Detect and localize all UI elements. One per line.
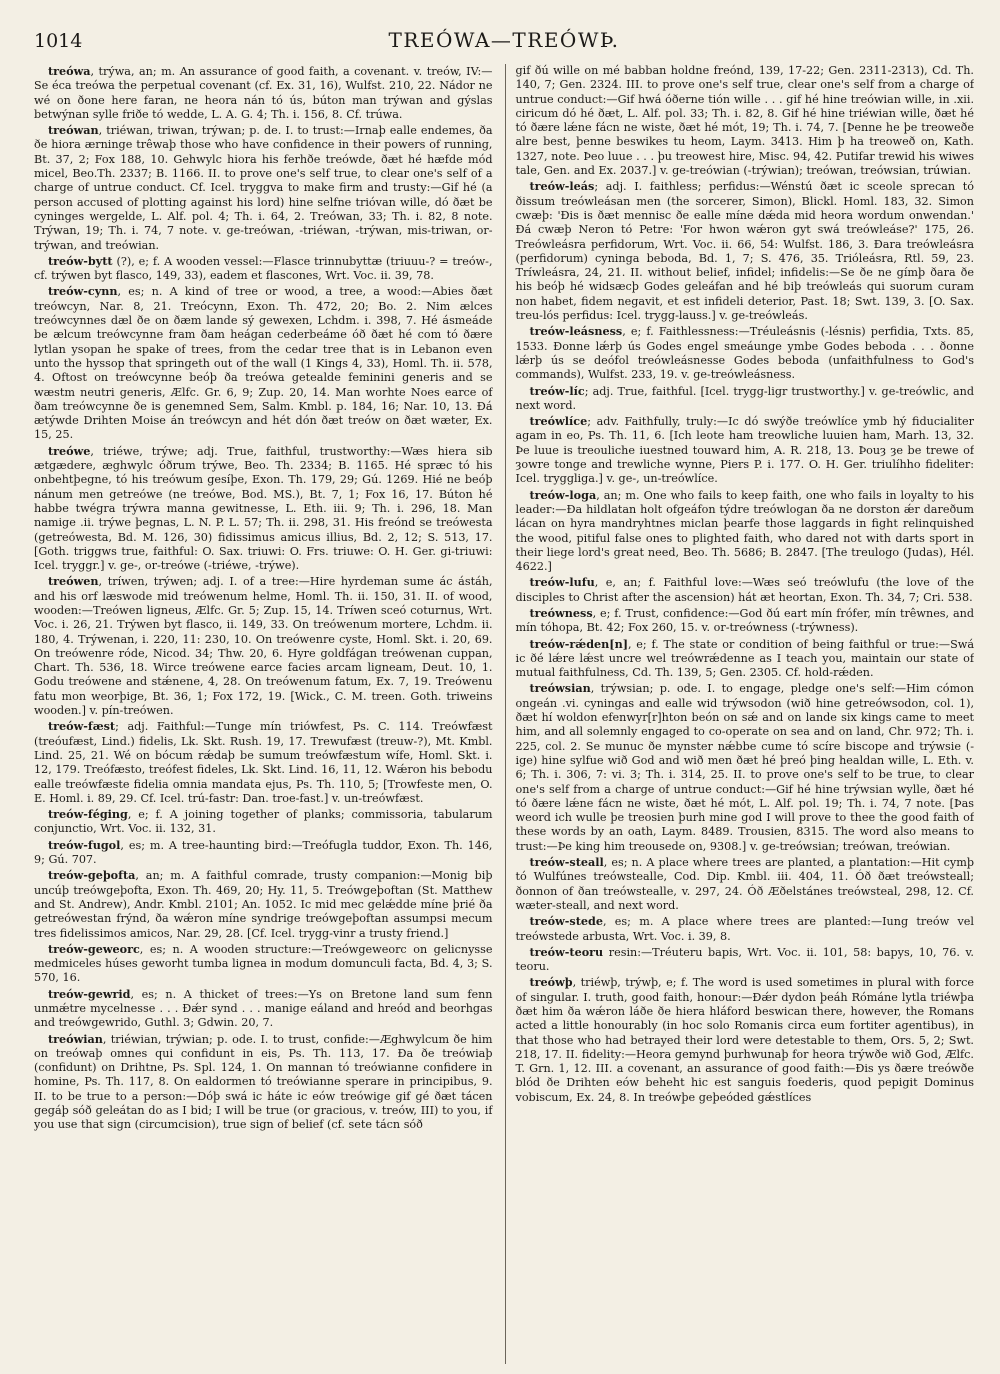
entry-headword: treów-leásness (529, 324, 623, 339)
dictionary-entry (34, 807, 493, 837)
entry-text: (?), e; f. A wooden vessel:—Flasce trinnubyttæ (triuuu-? = treów-, cf. trýwen byt flasco, 149, 33), eadem et flascones, Wrt. Voc. ii. 39, 78. (34, 254, 493, 283)
entry-text: , e, an; f. Faithful love:—Wæs seó treówlufu (the love of the disciples to Christ after the ascension) hát æt heortan, Exon. Th. 34, 7; Cri. 538. (515, 576, 974, 604)
dictionary-entry (516, 606, 975, 636)
entry-text: ; adj. Faithful:—Tunge mín triówfest, Ps. C. 114. Treówfæst (treóufæst, Lind.) fidelis, Lk. Skt. Rush. 19, 17. Trewufæst (treuw-?), Mt. Kmbl. Lind. 25, 21. Wé on bócum rǽdaþ be sumum treówfæstum wífe, Homl. Skt. i. 12, 179. Treófæsto, treófest fideles, Lk. Skt. Lind. 16, 11, 12. Wǽron his bebodu ealle treówfæste fidelia omnia mandata ejus, Ps. Th. 110, 5; [Trowfeste men, O. E. Homl. i. 89, 29. Cf. Icel. trú-fastr: Dan. troe-fast.] v. un-treówfæst. (34, 720, 493, 805)
entry-text: , triéwe, trýwe; adj. True, faithful, trustworthy:—Wæs hiera sib ætgædere, æghwylc óðrum trýwe, Beo. Th. 2334; B. 1165. Hé spræc tó his onbehtþegne, tó his treówum gesíþe, Exon. Th. 179, 29; Gú. 1269. Hié ne beóþ nánum men getreówe (ne treówe, Bod. MS.), Bt. 7, 1; Fox 16, 17. Búton hé habbe twégra trýwra manna gewitnesse, L. Eth. iii. 9; Th. i. 296, 18. Man namige .ii. trýwe þegnas, L. N. P. L. 57; Th. ii. 298, 31. His freónd se treówesta (getreówesta, Bd. M. 126, 30) fidissimus amicus illius, Bd. 2, 12; S. 513, 17. [Goth. triggws true, faithful: O. Sax. triuwi: O. Frs. triuwe: O. H. Ger. gi-triuwi: Icel. tryggr.] v. ge-, or-treówe (-triéwe, -trýwe). (34, 444, 493, 573)
entry-text: resin:—Tréuteru bapis, Wrt. Voc. ii. 101, 58: bapys, 10, 76. v. teoru. (515, 945, 974, 974)
dictionary-entry (34, 574, 493, 718)
entry-text: , e; f. The state or condition of being faithful or true:—Swá ic ðé lǽre lǽst uncre wel treówrǽdenne as I teach you, maintain our state of mutual faithfulness, Cd. Th. 139, 5; Gen. 2305. Cf. hold-rǽden. (515, 637, 974, 680)
dictionary-entry (516, 575, 975, 605)
entry-headword: treów-lufu (529, 575, 595, 590)
dictionary-entry (516, 855, 975, 913)
dictionary-entry (516, 64, 975, 178)
entry-headword: treów-geweorc (48, 941, 140, 956)
dictionary-entry (516, 324, 975, 382)
dictionary-entry (34, 868, 493, 940)
entry-text: , triéwan, triwan, trýwan; p. de. I. to trust:—Irnaþ ealle endemes, ða ðe hiora ærninge trêwaþ those who have confidence in their powers of running, Bt. 37, 2; Fox 188, 10. Gehwylc hiora his ferhðe treówde, ðæt hé hæfde mód micel, Beo.Th. 2337; B. 1166. II. to prove one's self true, to clear one's self of a charge of untrue conduct. Cf. Icel. tryggva to make firm and trusty:—Gif hé (a person accused of plotting against his lord) hine selfne trióvan wille, dó ðæt be cyninges wergelde, L. Alf. pol. 4; Th. i. 64, 2. Treówan, 33; Th. i. 82, 8 note. Trýwan, 19; Th. i. 74, 7 note. v. ge-treówan, -triéwan, -trýwan, mis-triwan, or-trýwan, and treówian. (34, 124, 493, 252)
entry-text: , es; m. A tree-haunting bird:—Treófugla tuddor, Exon. Th. 146, 9; Gú. 707. (34, 838, 493, 867)
dictionary-entry (516, 681, 975, 854)
entry-text: , triéwþ, trýwþ, e; f. The word is used sometimes in plural with force of singular. I. truth, good faith, honour:—Ðǽr dydon þeáh Rómáne lytla triéwþa ðæt him ða wǽron láðe ðe hiera hláford beswican there, however, the Romans acted a little honourably (in hoc solo Romanis circa eum fortiter agentibus), in that those who had betrayed their lord were detestable to them, Ors. 5, 2; Swt. 218, 17. II. fidelity:—Heora gemynd þurhwunaþ for heora trýwðe wið God, Ælfc. T. Grn. 1, 12. III. a covenant, an assurance of good faith:—Ðis ys ðære treówðe blód ðe Drihten eów beheht hic est sanguis foederis, quod pepigit Dominus vobiscum, Ex. 24, 8. In treówþe geþeóded gǽstlíces (515, 976, 974, 1104)
dictionary-entry (34, 719, 493, 806)
entry-headword: treów-stede (529, 914, 603, 929)
entry-text: ; adv. Faithfully, truly:—Ic dó swýðe treówlíce ymb hý fiducialiter agam in eo, Ps. Th. 11, 6. [Ich leote ham treowliche luuien ham, Marh. 13, 32. Þe luue is treouliche iuestned touward him, A. R. 218, 13. Þouȝ ȝe be trewe of ȝowre tonge and trewliche wynne, Piers P. i. 177. O. H. Ger. triulíhho fideliter: Icel. tryggliga.] v. ge-, un-treówlíce. (515, 415, 974, 486)
entry-text: , es; n. A wooden structure:—Treówgeweorc on gelicnysse medmiceles húses geworht tumba lignea in modum domunculi facta, Bd. 4, 3; S. 570, 16. (34, 942, 493, 985)
dictionary-entry (34, 284, 493, 442)
entry-headword: treów-geþofta (48, 868, 136, 883)
right-column (505, 64, 975, 1364)
entry-headword: treów-fugol (48, 837, 121, 852)
dictionary-entry (516, 637, 975, 681)
entry-text: , es; n. A place where trees are planted, a plantation:—Hit cymþ tó Wulfúnes treówstealle, Cod. Dip. Kmbl. iii. 404, 11. Óð ðæt treówsteall; ðonnon of ðan treówstealle, v. 297, 24. Óð Æðelstánes treówsteal, 298, 12. Cf. wæter-steall, and next word. (515, 856, 974, 912)
dictionary-entry (34, 942, 493, 986)
dictionary-entry (34, 444, 493, 574)
entry-text: , an; m. A faithful comrade, trusty companion:—Monig biþ uncúþ treówgeþofta, Exon. Th. 469, 20; Hy. 11, 5. Treówgeþoftan (St. Matthew and St. Andrew), Andr. Kmbl. 2101; An. 1052. Ic mid mec gelǽdde míne þrié ða getreówestan frýnd, ða wǽron míne syndrige treówgeþoftan assumpsi mecum tres fidelissimos amicos, Nar. 29, 28. [Cf. Icel. trygg-vinr a trusty friend.] (34, 869, 493, 940)
entry-headword: treówþ (529, 975, 573, 990)
dictionary-entry (34, 838, 493, 868)
entry-headword: treów-steall (529, 855, 604, 870)
left-column (34, 64, 493, 1364)
entry-headword: treówan (48, 123, 99, 138)
entry-text: , es; n. A thicket of trees:—Ys on Bretone land sum fenn unmǽtre mycelnesse . . . Ðǽr synd . . . manige eáland and hreód and beorhgas and treówgewrido, Guthl. 3; Gdwin. 20, 7. (34, 987, 493, 1030)
entry-text: ; adj. I. faithless; perfidus:—Wénstú ðæt ic sceole sprecan tó ðissum treówleásan men (the sorcerer, Simon), Blickl. Homl. 183, 32. Simon cwæþ: 'Ðis is ðæt mennisc ðe ealle míne dǽda mid heora wordum onwendan.' Ðá cwæþ Neron tó Petre: 'For hwon wǽron gyt swá treówleáse?' 175, 26. Treówleásra perfidorum, Wrt. Voc. ii. 66, 54: Wulfst. 186, 3. Ðara treówleásra (perfidorum) cyninga beboda, Bd. 1, 7; S. 476, 35. Triólеásra, Rtl. 59, 23. Tríwleásra, 24, 21. II. without belief, infidel; infidelis:—Se ðe ne gímþ ðara ðe his beóþ hé widsæcþ Godes geleáfan and hé biþ treówleás qui suorum curam non habet, fidem negavit, et est infideli deterior, Past. 18; Swt. 139, 3. [O. Sax. treu-lós perfidus: Icel. trygg-lauss.] v. ge-treówleás. (515, 180, 974, 323)
entry-text: , triéwian, trýwian; p. ode. I. to trust, confide:—Æghwylcum ðe him on treówaþ omnes qui confidunt in eis, Ps. Th. 113, 17. Ða ðe treówiaþ (confidunt) on Drihtne, Ps. Spl. 124, 1. On mannan tó treówianne confidere in homine, Ps. Th. 117, 8. On ealdormen tó treówianne sperare in principibus, 9. II. to be true to a person:—Dóþ swá ic háte ic eów treówige gif gé ðæt tácen gegáþ sóð geleátan do as I bid; I will be true (or gracious, v. treów, III) to you, if you use that sign (circumcision), true sign of belief (cf. sete tácn sóð (34, 1032, 493, 1132)
entry-text: , e; f. Trust, confidence:—God ðú eart mín frófer, mín trêwnes, and mín tóhopa, Bt. 42; Fox 260, 15. v. or-treówness (-trýwness). (515, 606, 974, 635)
dictionary-entry (34, 123, 493, 253)
dictionary-entry (516, 384, 975, 414)
entry-headword: treówen (48, 574, 99, 589)
entry-headword: treówa (48, 64, 91, 78)
dictionary-entry (516, 945, 975, 975)
dictionary-entry (34, 1032, 493, 1133)
page-header (34, 28, 974, 62)
entry-text: , an; m. One who fails to keep faith, one who fails in loyalty to his leader:—Ða hildlatan holt ofgeáfon týdre treówlogan ða ne dorston ǽr dareðum lácan on hyra mandryhtnes miclan þearfe those laggards in fight relinquished the wood, pitiful false ones to plighted faith, who dared not with darts sport in their liege lord's great need, Beo. Th. 5686; B. 2847. [The treulogo (Judas), Hél. 4622.] (515, 488, 974, 574)
entry-text: , es; n. A kind of tree or wood, a tree, a wood:—Abies ðæt treówcyn, Nar. 8, 21. Treócynn, Exon. Th. 472, 20; Bo. 2. Nim ælces treówcynnes dæl ðe on ðæm lande sý gewexen, Lchdm. i. 398, 7. Hé ásmeáde be ælcum treówcynne fram ðam heágan cederbeáme óð ðæt hé com tó ðære lytlan ysopan he spake of trees, from the cedar tree that is in Lebanon even unto the hyssop that springeth out of the wall (1 Kings 4, 33), Homl. Th. ii. 578, 4. Oftost on treówcynne beóþ ða treówa getealde feminini generis and se wæstm neutri generis, Ælfc. Gr. 6, 9; Zup. 20, 14. Man worhte Noes earce of ðam treówcynne ðe is genemned Sem, Salm. Kmbl. p. 184, 16; Nar. 10, 13. Ðá ætýwde Drihten Moise án treówcyn and hét dón ðæt treów on ðæt wæter, Ex. 15, 25. (34, 285, 493, 442)
entry-text: , trýwsian; p. ode. I. to engage, pledge one's self:—Him cómon ongeán .vi. cyningas and ealle wid trýwsodon (wið hine getreówsodon, col. 1), ðæt hí woldon efenwyr[r]hton beón on sǽ and on lande six kings came to meet him, and all solemnly engaged to co-operate on sea and on land, Chr. 972; Th. i. 225, col. 2. Se munuc ðe mynster nǽbbe cume tó scíre biscope and trýwsie (-ige) hine sylfue wið God and wið men ðæt hé þreó þing healdan wille, L. Eth. v. 6; Th. i. 306, 7: vi. 3; Th. i. 314, 25. II. to prove one's self to be true, to clear one's self from a charge of untrue conduct:—Gif hé hine trýwsian wylle, ðæt hé tó ðære lǽne fácn ne wiste, ðæt hé mót, L. Alf. pol. 19; Th. i. 74, 7 note. [Þas weord ich wulle þe treosien þurh mine god I will prove to thee the good faith of these words by an oath, Laym. 8489. Trousien, 8315. The word also means to trust:—Þe king him treousede on, 9308.] v. ge-treówsian; treówan, treówian. (515, 682, 974, 853)
entry-text: , e; f. Faithlessness:—Tréuleásnis (-lésnis) perfidia, Txts. 85, 1533. Ðonne lǽrþ ús Godes engel smeáunge ymbe Godes beboda . . . ðonne lǽrþ ús se deófol treówleásnesse Godes beboda (unfaithfulness to God's commands), Wulfst. 233, 19. v. ge-treówleásness. (515, 325, 974, 382)
entry-text: , trýwa, an; m. An assurance of good faith, a covenant. v. treów, IV:—Se éca treówa the perpetual covenant (cf. Ex. 31, 16), Wulfst. 210, 22. Nádor ne wé on ðone here faran, ne heora nán tó ús, búton man trýwan and gýslas betwýnan sylle friðe tó wedde, L. A. G. 4; Th. i. 156, 8. Cf. trúwa. (34, 65, 493, 121)
dictionary-entry (516, 179, 975, 323)
page-number: 1014 (34, 30, 83, 52)
entry-text: , tríwen, trýwen; adj. I. of a tree:—Hire hyrdeman sume ác ástáh, and his orf læswode mid treówenum helme, Homl. Th. ii. 150, 31. II. of wood, wooden:—Treówen ligneus, Ælfc. Gr. 5; Zup. 15, 14. Tríwen sceó coturnus, Wrt. Voc. i. 26, 21. Trýwen byt flasco, ii. 149, 33. On treówenum mortere, Lchdm. ii. 180, 4. Trýwenan, i. 220, 11: 230, 10. On treówenre cyste, Homl. Skt. i. 20, 69. On treówenre róde, Nicod. 34; Thw. 20, 6. Hyre goldfágan treówenan cuppan, Chart. Th. 536, 18. Wirce treówene earce facies arcam ligneam, Deut. 10, 1. Godu treówene and stǽnene, 4, 28. On treówenum fatum, Ex. 7, 19. Treówenu fatu mon weorþige, Bt. 36, 1; Fox 172, 19. [Wick., C. M. treen. Goth. triweins wooden.] v. pín-treówen. (34, 575, 493, 718)
entry-text: , es; m. A place where trees are planted:—Iung treów vel treówstede arbusta, Wrt. Voc. i. 39, 8. (515, 915, 974, 943)
entry-headword: treówness (529, 605, 593, 620)
entry-text: , e; f. A joining together of planks; commissoria, tabularum conjunctio, Wrt. Voc. ii. 132, 31. (34, 808, 493, 836)
dictionary-entry (34, 64, 493, 122)
dictionary-entry (516, 975, 975, 1105)
entry-headword: treów-gewrid (48, 986, 131, 1001)
dictionary-entry (34, 987, 493, 1031)
entry-headword: treów-leás (529, 179, 595, 194)
entry-headword: treówian (48, 1031, 103, 1046)
entry-headword: treówlíce (529, 414, 588, 429)
entry-headword: treów-loga (529, 487, 597, 502)
entry-headword: treów-rǽden[n] (529, 636, 629, 651)
entry-headword: treów-bytt (48, 253, 113, 268)
entry-text: ; adj. True, faithful. [Icel. trygg-ligr trustworthy.] v. ge-treówlic, and next word. (515, 384, 974, 412)
entry-headword: treówsian (529, 681, 591, 696)
running-head: TREÓWA—TREÓWÞ. (388, 28, 620, 52)
entry-headword: treów-féging (48, 807, 128, 822)
entry-headword: treówe (48, 443, 91, 458)
entry-headword: treów-cynn (48, 284, 118, 299)
entry-headword: treów-fæst (48, 719, 116, 734)
entry-headword: treów-líc (529, 383, 585, 398)
dictionary-entry (34, 254, 493, 284)
dictionary-entry (516, 914, 975, 944)
dictionary-entry (516, 488, 975, 575)
text-columns (34, 64, 974, 1364)
entry-text: gif ðú wille on mé babban holdne freónd, 139, 17-22; Gen. 2311-2313), Cd. Th. 140, 7; Gen. 2324. III. to prove one's self true, clear one's self from a charge of untrue conduct:—Gif hwá óðerne tión wille . . . gif hé hine treówian wille, in .xii. ciricum dó hé ðæt, L. Alf. pol. 33; Th. i. 82, 8. Gif hé hine triéwian wille, ðæt hé tó ðære lǽne fácn ne wiste, ðæt hé mót, 19; Th. i. 74, 7. [Þenne he þe treoweðe alre best, þenne beswikes tu heom, Laym. 3413. Him þ ha treoweð on, Kath. 1327, note. Þeo luue . . . þu treowest hire, Misc. 94, 42. Putifar trewid his wiwes tale, Gen. and Ex. 2037.] v. ge-treówian (-trýwian); treówan, treówsian, trúwian. (515, 64, 974, 178)
dictionary-entry (516, 414, 975, 486)
entry-headword: treów-teoru (529, 944, 604, 959)
